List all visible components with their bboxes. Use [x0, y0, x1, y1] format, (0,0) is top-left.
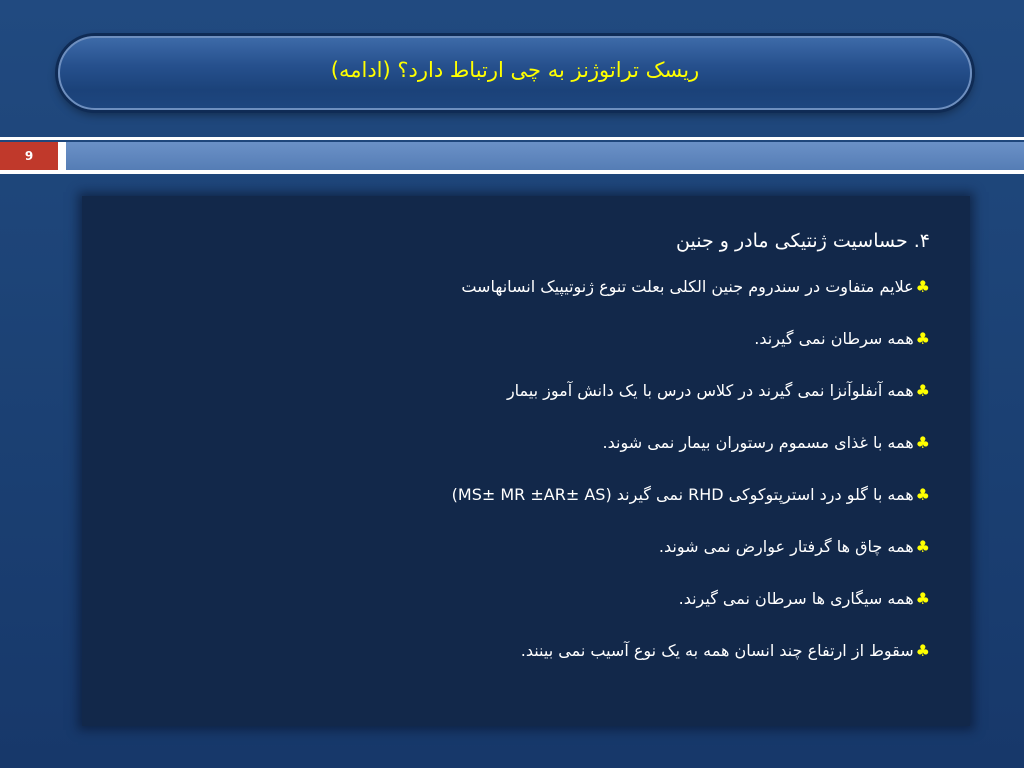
content-text [110, 226, 930, 688]
bullet-text: همه سیگاری ها سرطان نمی گیرند. [678, 589, 914, 608]
slide-title: ریسک تراتوژنز به چی ارتباط دارد؟ (ادامه) [330, 58, 700, 82]
bullet-text: سقوط از ارتفاع چند انسان همه به یک نوع آسیب نمی بینند. [520, 641, 914, 660]
bullet-item [110, 532, 930, 584]
bullet-item [110, 324, 930, 376]
bullet-item [110, 428, 930, 480]
club-bullet-icon: ♣ [915, 381, 930, 400]
club-bullet-icon: ♣ [915, 433, 930, 452]
bullet-text: همه با گلو درد استرپتوکوکی RHD نمی گیرند (MS± MR ±AR± AS) [451, 485, 914, 504]
bullet-text: همه آنفلوآنزا نمی گیرند در کلاس درس با یک دانش آموز بیمار [506, 381, 914, 400]
club-bullet-icon: ♣ [915, 329, 930, 348]
section-heading: ۴. حساسیت ژنتیکی مادر و جنین [676, 230, 930, 252]
title-banner [58, 36, 972, 110]
club-bullet-icon: ♣ [915, 485, 930, 504]
header-bar [66, 142, 1024, 170]
bullet-text: همه چاق ها گرفتار عوارض نمی شوند. [658, 537, 914, 556]
bullet-text: همه سرطان نمی گیرند. [754, 329, 914, 348]
content-panel [82, 196, 970, 726]
bullet-item [110, 376, 930, 428]
bullet-text: علایم متفاوت در سندروم جنین الکلی بعلت تنوع ژنوتیپیک انسانهاست [461, 277, 914, 296]
club-bullet-icon: ♣ [915, 641, 930, 660]
divider-gap [58, 142, 66, 170]
bullet-item [110, 584, 930, 636]
bullet-item [110, 272, 930, 324]
top-divider [0, 137, 1024, 140]
bottom-divider [0, 170, 1024, 174]
club-bullet-icon: ♣ [915, 277, 930, 296]
bullet-item [110, 480, 930, 532]
bullet-item [110, 636, 930, 688]
bullet-text: همه با غذای مسموم رستوران بیمار نمی شوند. [602, 433, 914, 452]
club-bullet-icon: ♣ [915, 589, 930, 608]
slide-number: 9 [0, 142, 58, 170]
club-bullet-icon: ♣ [915, 537, 930, 556]
